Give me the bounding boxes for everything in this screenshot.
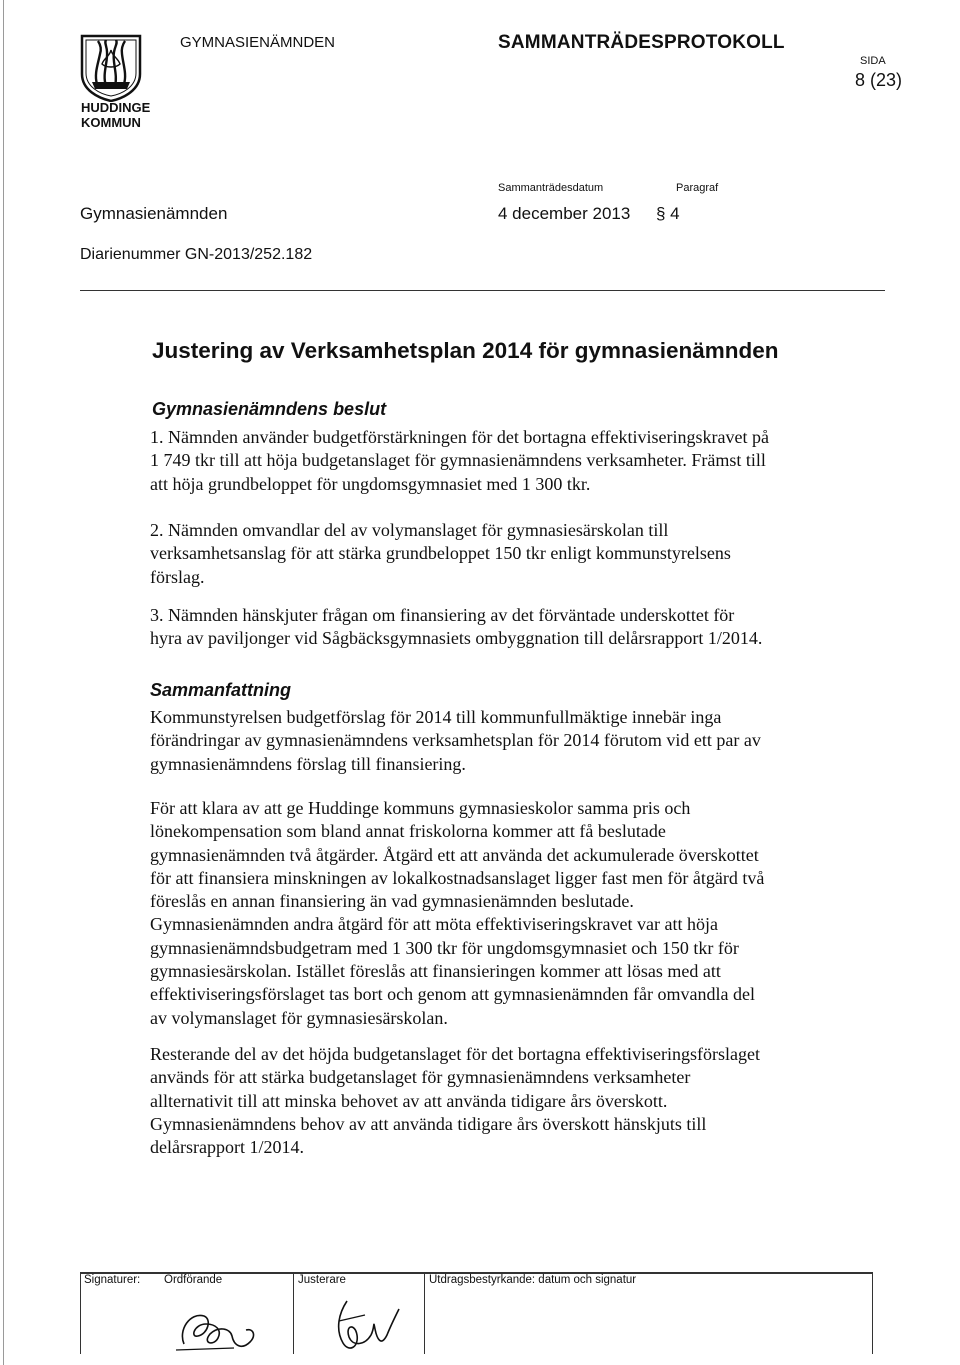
logo-name — [81, 100, 150, 130]
diary-number: Diarienummer GN-2013/252.182 — [80, 246, 313, 263]
text-line: För att klara av att ge Huddinge kommuns gymnasieskolor samma pris och — [150, 798, 691, 818]
text-line: lönekompensation som bland annat friskolorna kommer att få beslutade — [150, 821, 666, 842]
summary-paragraph-2 — [150, 797, 895, 1030]
text-line: 1 749 tkr till att höja budgetanslaget för gymnasienämndens verksamheter. Främst till — [150, 450, 766, 471]
text-line: Kommunstyrelsen budgetförslag för 2014 till kommunfullmäktige innebär inga — [150, 707, 722, 727]
decision-item-3 — [150, 604, 895, 651]
text-line: Gymnasienämnden andra åtgärd för att möta effektiviseringskravet var att höja — [150, 914, 718, 935]
summary-heading: Sammanfattning — [150, 680, 292, 700]
text-line: används för att stärka budgetanslaget för gymnasienämndens verksamheter — [150, 1067, 691, 1088]
page-number: 8 (23) — [855, 70, 903, 90]
huddinge-coat-of-arms-logo — [80, 34, 142, 102]
text-line: 1. Nämnden använder budgetförstärkningen för det bortagna effektiviseringskravet på — [150, 427, 769, 447]
text-line: verksamhetsanslag för att stärka grundbeloppet 150 tkr enligt kommunstyrelsens — [150, 543, 731, 564]
page-label: SIDA — [860, 55, 886, 67]
summary-paragraph-1 — [150, 706, 895, 776]
text-line: av volymanslaget för gymnasiesärskolan. — [150, 1007, 448, 1028]
adjuster-label: Justerare — [298, 1274, 346, 1286]
decision-item-1 — [150, 426, 895, 496]
signatures-label: Signaturer: — [84, 1274, 141, 1286]
signature-cell-border — [424, 1272, 425, 1354]
text-line: förändringar av gymnasienämndens verksamhetsplan för 2014 förutom vid ett par av — [150, 730, 761, 751]
logo-name-line-2: KOMMUN — [81, 115, 141, 130]
text-line: gymnasienämnden två åtgärder. Åtgärd ett att använda det ackumulerade överskottet — [150, 844, 759, 865]
signature-cell-border — [80, 1272, 81, 1354]
logo-name-line-1: HUDDINGE — [81, 100, 151, 115]
text-line: hyra av paviljonger vid Sågbäcksgymnasiets ombyggnation till delårsrapport 1/2014. — [150, 628, 763, 649]
summary-paragraph-3 — [150, 1043, 895, 1159]
paragraph-number: § 4 — [656, 204, 680, 223]
chair-signature — [170, 1300, 270, 1355]
text-line: delårsrapport 1/2014. — [150, 1137, 304, 1158]
meeting-date: 4 december 2013 — [498, 204, 631, 223]
text-line: Gymnasienämndens behov av att använda tidigare års överskott hänskjuts till — [150, 1113, 707, 1134]
org-name: GYMNASIENÄMNDEN — [180, 34, 336, 51]
text-line: 3. Nämnden hänskjuter frågan om finansiering av det förväntade underskottet för — [150, 605, 735, 625]
text-line: gymnasienämndsbudgetram med 1 300 tkr för ungdomsgymnasiet och 150 tkr för — [150, 937, 739, 958]
signature-cell-border — [872, 1272, 873, 1354]
text-line: att höja grundbeloppet för ungdomsgymnasiet med 1 300 tkr. — [150, 473, 591, 494]
meeting-date-label: Sammanträdesdatum — [498, 182, 604, 194]
paragraph-label: Paragraf — [676, 182, 719, 194]
text-line: Resterande del av det höjda budgetanslaget för det bortagna effektiviseringsförslaget — [150, 1044, 760, 1064]
text-line: allternativit till att minska behovet av att använda tidigare års överskott. — [150, 1090, 668, 1111]
text-line: gymnasienämndens förslag till finansiering. — [150, 753, 466, 774]
extract-certification-label: Utdragsbestyrkande: datum och signatur — [429, 1274, 637, 1286]
document-type-title: SAMMANTRÄDESPROTOKOLL — [498, 32, 785, 53]
decision-item-2 — [150, 519, 895, 589]
header-divider — [80, 290, 885, 291]
adjuster-signature — [325, 1295, 405, 1357]
text-line: gymnasiesärskolan. Istället föreslås att finansieringen kommer att lösas med att — [150, 961, 721, 982]
text-line: effektiviseringsförslaget tas bort och genom att gymnasienämnden får omvandla del — [150, 984, 755, 1005]
page-edge-line — [3, 0, 4, 1365]
text-line: för att finansiera minskningen av lokalkostnadsanslaget ligger fast men för åtgärd två — [150, 867, 765, 888]
document-heading: Justering av Verksamhetsplan 2014 för gymnasienämnden — [152, 338, 779, 363]
committee-name: Gymnasienämnden — [80, 204, 228, 223]
text-line: föreslås en annan finansiering än vad gymnasienämnden beslutade. — [150, 891, 634, 912]
chair-label: Ordförande — [164, 1274, 223, 1286]
text-line: 2. Nämnden omvandlar del av volymanslaget för gymnasiesärskolan till — [150, 520, 669, 540]
signature-cell-border — [293, 1272, 294, 1354]
decision-heading: Gymnasienämndens beslut — [152, 399, 387, 419]
text-line: förslag. — [150, 566, 205, 587]
